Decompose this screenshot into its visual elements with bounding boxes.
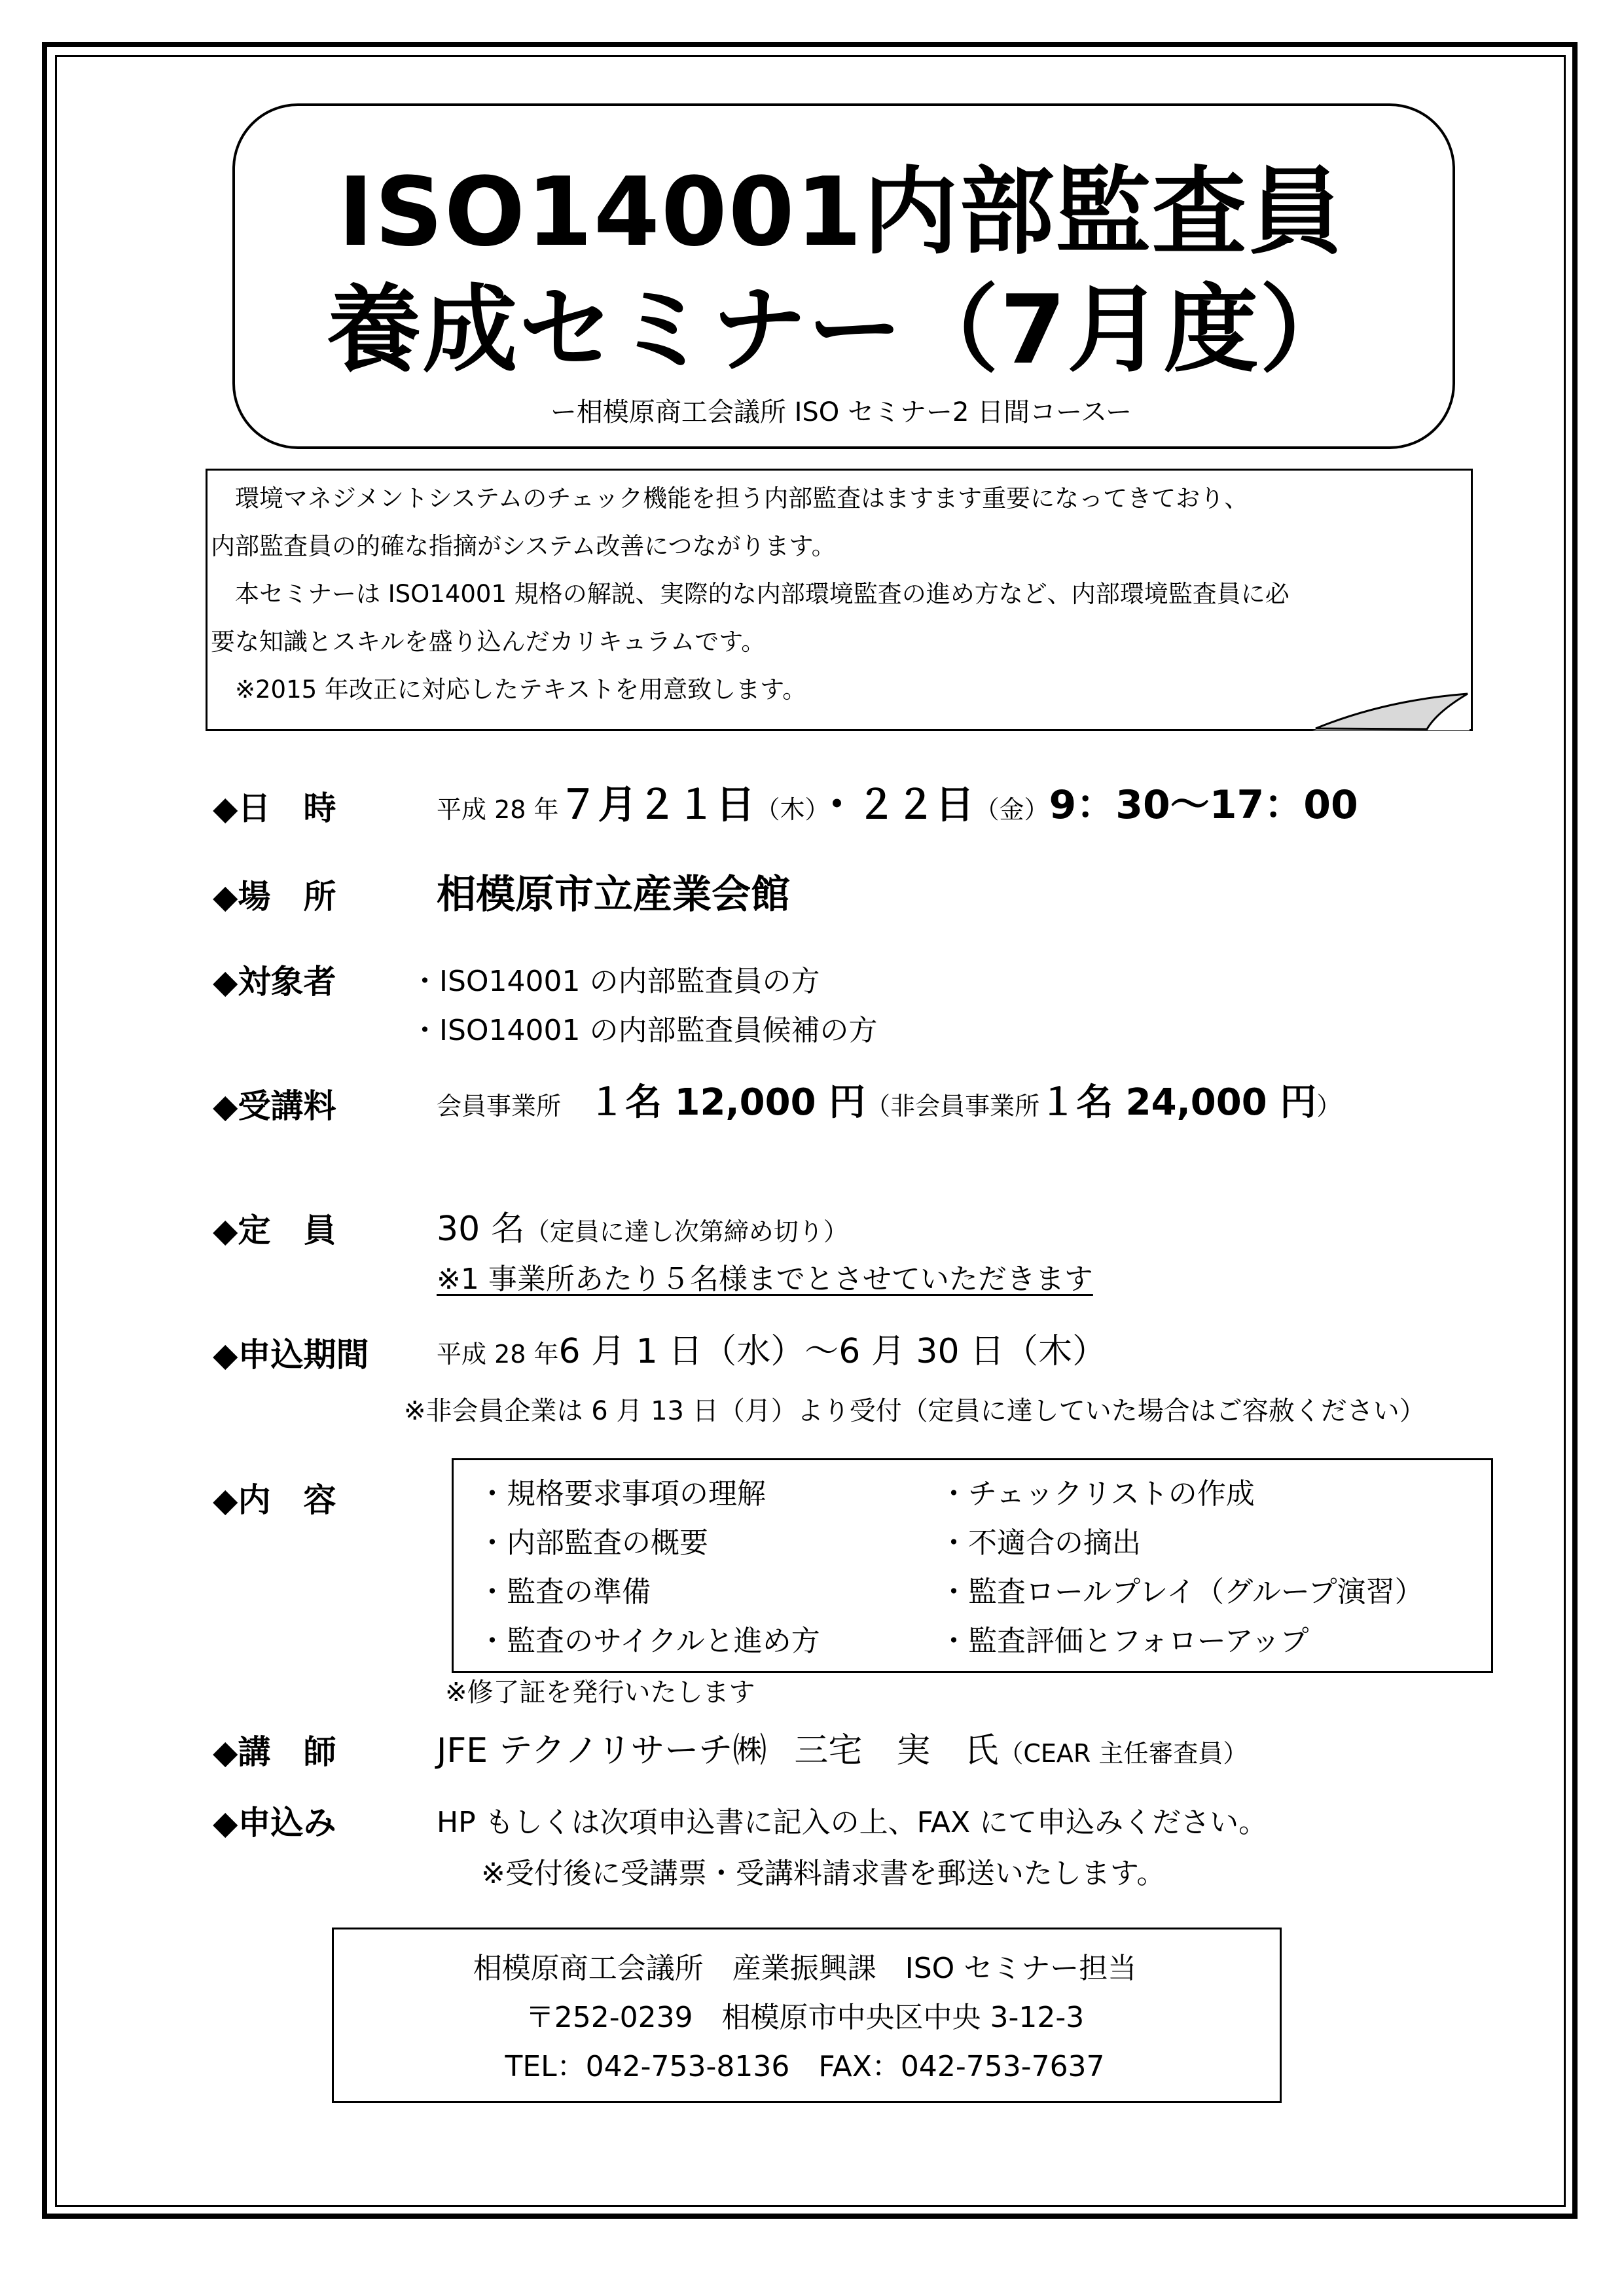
period-era: 平成 28 年 bbox=[437, 1340, 559, 1369]
content-left-list bbox=[478, 1475, 820, 1671]
datetime-dow1: （木） bbox=[755, 795, 818, 824]
subtitle: ー相模原商工会議所 ISO セミナー2 日間コースー bbox=[550, 397, 1132, 427]
period-value: 6 月 1 日（水）～6 月 30 日（木） bbox=[558, 1332, 1107, 1371]
datetime-label: ◆日 時 bbox=[213, 789, 336, 827]
contact-line-2: 〒252-0239 相模原市中央区中央 3-12-3 bbox=[525, 2001, 1085, 2034]
intro-paragraph-1b: 内部監査員の的確な指摘がシステム改善につながります。 bbox=[211, 532, 836, 560]
place-value: 相模原市立産業会館 bbox=[437, 872, 790, 918]
intro-text bbox=[211, 475, 1454, 713]
datetime-value bbox=[437, 782, 1358, 829]
title-line-1: ISO14001内部監査員 bbox=[338, 157, 1344, 268]
target-item-2: ・ISO14001 の内部監査員候補の方 bbox=[410, 1014, 878, 1047]
fee-member-amount: １名 12,000 円 bbox=[588, 1081, 866, 1124]
capacity-label: ◆定 員 bbox=[213, 1211, 336, 1249]
content-label: ◆内 容 bbox=[213, 1481, 336, 1519]
datetime-date2: ２２日 bbox=[856, 782, 975, 828]
fee-nonmember-amount: １名 24,000 円 bbox=[1039, 1081, 1317, 1124]
fee-close-paren: ） bbox=[1316, 1092, 1342, 1121]
datetime-separator: ・ bbox=[817, 782, 857, 828]
content-item: ・監査の準備 bbox=[478, 1575, 651, 1609]
title-line-2: 養成セミナー（7月度） bbox=[326, 275, 1356, 386]
content-right-list bbox=[939, 1475, 1424, 1671]
instructor-title: （CEAR 主任審査員） bbox=[998, 1739, 1248, 1768]
content-note: ※修了証を発行いたします bbox=[445, 1677, 755, 1708]
content-item: ・チェックリストの作成 bbox=[939, 1477, 1255, 1511]
instructor-label: ◆講 師 bbox=[213, 1733, 336, 1771]
fee-open-paren: （ bbox=[865, 1092, 891, 1121]
content-item: ・監査ロールプレイ（グループ演習） bbox=[939, 1575, 1424, 1609]
period-note: ※非会員企業は 6 月 13 日（月）より受付（定員に達していた場合はご容赦ください） bbox=[404, 1396, 1426, 1426]
intro-paragraph-2b: 要な知識とスキルを盛り込んだカリキュラムです。 bbox=[211, 628, 766, 656]
content-item: ・内部監査の概要 bbox=[478, 1526, 708, 1560]
place-label: ◆場 所 bbox=[213, 878, 336, 916]
intro-paragraph-2a: 本セミナーは ISO14001 規格の解説、実際的な内部環境監査の進め方など、内部環境監査員に必 bbox=[211, 580, 1290, 608]
content-item: ・監査のサイクルと進め方 bbox=[478, 1624, 820, 1658]
target-label: ◆対象者 bbox=[213, 963, 336, 1001]
capacity-value-line bbox=[437, 1210, 848, 1251]
fee-value bbox=[437, 1083, 1341, 1126]
capacity-note: （定員に達し次第締め切り） bbox=[524, 1217, 848, 1246]
instructor-name: 三宅 実 氏 bbox=[794, 1731, 999, 1770]
period-label: ◆申込期間 bbox=[213, 1336, 369, 1374]
period-value-line bbox=[437, 1332, 1106, 1374]
content-item: ・規格要求事項の理解 bbox=[478, 1477, 766, 1511]
capacity-limit-note: ※1 事業所あたり５名様までとさせていただきます bbox=[437, 1263, 1093, 1296]
instructor-company: JFE テクノリサーチ㈱ bbox=[437, 1731, 767, 1770]
datetime-date1: ７月２１日 bbox=[558, 782, 755, 828]
content-item: ・不適合の摘出 bbox=[939, 1526, 1141, 1560]
fee-member-label: 会員事業所 bbox=[437, 1092, 562, 1121]
fee-label: ◆受講料 bbox=[213, 1087, 336, 1125]
fee-nonmember-label: 非会員事業所 bbox=[890, 1092, 1040, 1121]
intro-paragraph-3: ※2015 年改正に対応したテキストを用意致します。 bbox=[211, 675, 807, 704]
datetime-time: 9：30～17：00 bbox=[1049, 782, 1358, 828]
datetime-dow2: （金） bbox=[974, 795, 1049, 824]
contact-line-1: 相模原商工会議所 産業振興課 ISO セミナー担当 bbox=[473, 1952, 1137, 1985]
contact-line-3: TEL：042-753-8136 FAX：042-753-7637 bbox=[505, 2050, 1105, 2083]
apply-note: ※受付後に受講票・受講料請求書を郵送いたします。 bbox=[481, 1857, 1166, 1890]
target-item-1: ・ISO14001 の内部監査員の方 bbox=[410, 965, 820, 998]
instructor-value bbox=[437, 1731, 1248, 1773]
datetime-era: 平成 28 年 bbox=[437, 795, 559, 824]
capacity-value: 30 名 bbox=[437, 1210, 525, 1249]
intro-paragraph-1a: 環境マネジメントシステムのチェック機能を担う内部監査はますます重要になってきており、 bbox=[211, 484, 1249, 512]
apply-label: ◆申込み bbox=[213, 1804, 336, 1842]
content-item: ・監査評価とフォローアップ bbox=[939, 1624, 1309, 1658]
apply-value: HP もしくは次項申込書に記入の上、FAX にて申込みください。 bbox=[437, 1806, 1268, 1839]
